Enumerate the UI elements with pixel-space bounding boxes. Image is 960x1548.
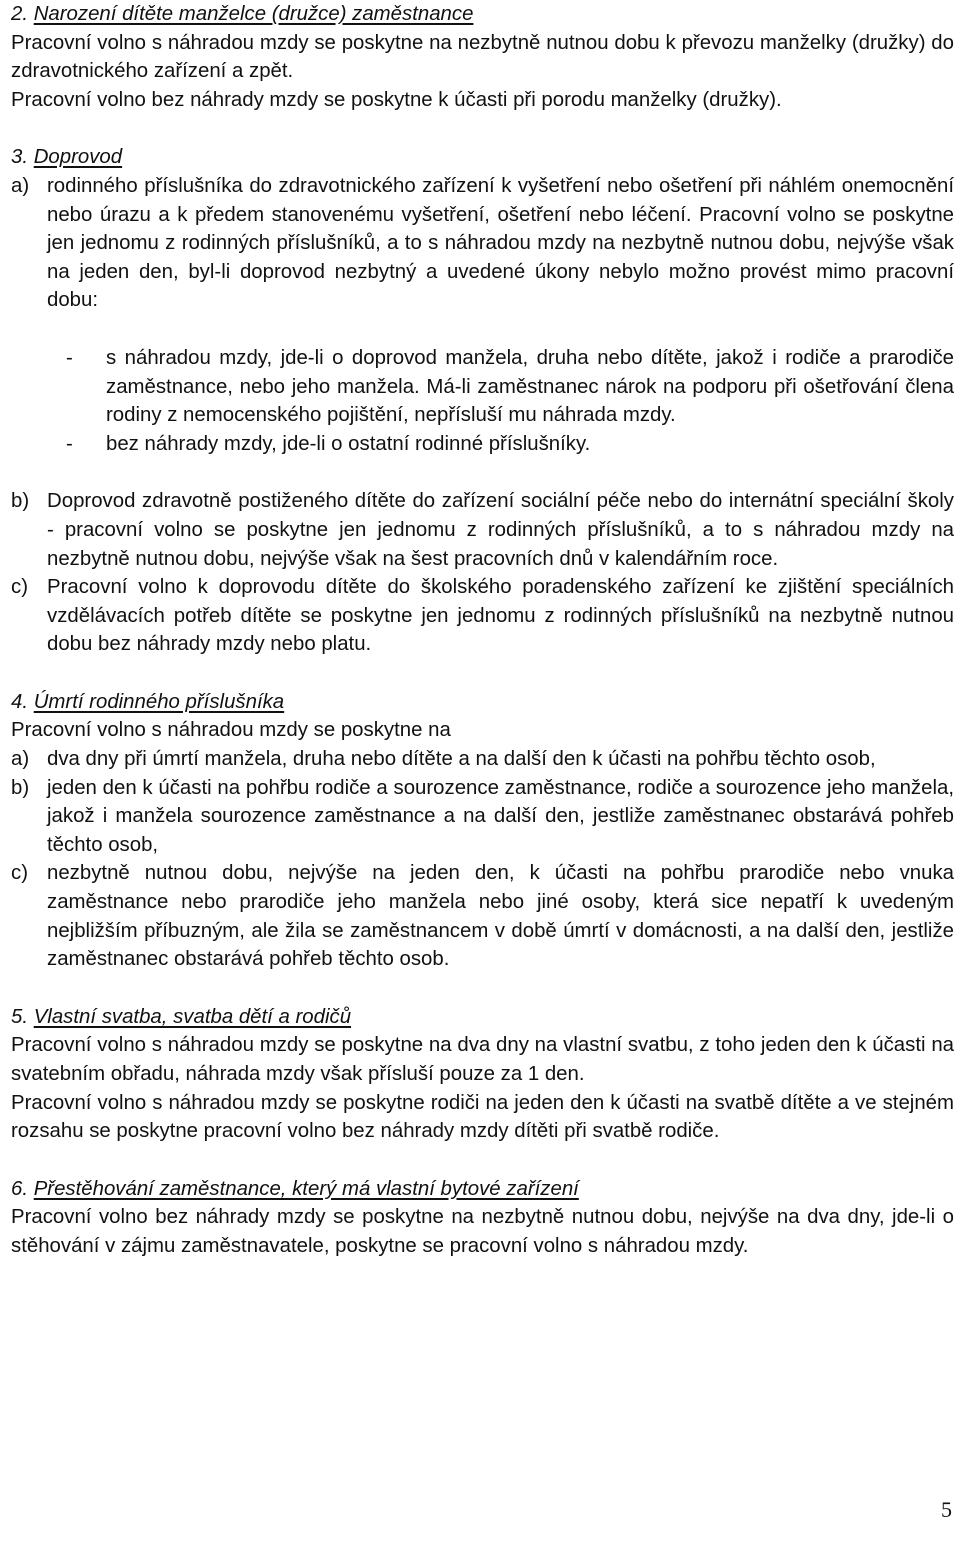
section-4-title: Úmrtí rodinného příslušníka bbox=[33, 690, 285, 713]
section-2-paragraph-1: Pracovní volno s náhradou mzdy se poskytne na nezbytně nutnou dobu k převozu manželky (družky) do zdravotnického zařízení a zpět. bbox=[11, 31, 954, 83]
item-label: b) bbox=[11, 776, 30, 799]
section-3-title: Doprovod bbox=[33, 146, 123, 169]
section-6 bbox=[11, 1175, 954, 1261]
item-label: b) bbox=[11, 490, 30, 513]
section-4 bbox=[11, 688, 954, 974]
section-3-number: 3. bbox=[11, 146, 29, 169]
item-text: rodinného příslušníka do zdravotnického zařízení k vyšetření nebo ošetření při náhlém onemocnění nebo úrazu a k předem stanovenému vyšetření, ošetření nebo léčení. Pracovní volno se poskytne jen jednomu z rodinných příslušníků, a to s náhradou mzdy na nezbytně nutnou dobu, nejvýše však na jeden den, byl-li doprovod nezbytný a uvedené úkony nebylo možno provést mimo pracovní dobu: bbox=[47, 174, 954, 312]
section-6-paragraph: Pracovní volno bez náhrady mzdy se poskytne na nezbytně nutnou dobu, nejvýše na dva dny, jde-li o stěhování v zájmu zaměstnavatele, poskytne se pracovní volno s náhradou mzdy. bbox=[11, 1206, 954, 1257]
section-5-number: 5. bbox=[11, 1005, 29, 1028]
section-2-heading bbox=[11, 0, 954, 29]
section-2 bbox=[11, 0, 954, 114]
section-6-title: Přestěhování zaměstnance, který má vlastní bytové zařízení bbox=[33, 1177, 579, 1200]
bullet-dash: - bbox=[66, 346, 73, 369]
section-3-heading bbox=[11, 143, 954, 172]
section-6-heading bbox=[11, 1175, 954, 1204]
section-3-item-c bbox=[11, 573, 954, 659]
section-4-item-b bbox=[11, 774, 954, 860]
item-text: dva dny při úmrtí manžela, druha nebo dítěte a na další den k účasti na pohřbu těchto osob, bbox=[47, 748, 876, 771]
bullet-dash: - bbox=[66, 432, 73, 455]
item-text: nezbytně nutnou dobu, nejvýše na jeden den, k účasti na pohřbu prarodiče nebo vnuka zaměstnance nebo prarodiče jeho manžela nebo jiné osoby, která sice nepatří k uvedeným nejbližším příbuzným, ale žila se zaměstnancem v době úmrtí v domácnosti, a na další den, jestliže zaměstnanec obstarává pohřeb těchto osob. bbox=[47, 862, 954, 971]
section-5-paragraph-2: Pracovní volno s náhradou mzdy se poskytne rodiči na jeden den k účasti na svatbě dítěte a ve stejném rozsahu se poskytne pracovní volno bez náhrady mzdy dítěti při svatbě rodiče. bbox=[11, 1091, 954, 1143]
item-label: c) bbox=[11, 576, 28, 599]
bullet-text: s náhradou mzdy, jde-li o doprovod manžela, druha nebo dítěte, jakož i rodiče a prarodiče zaměstnance, nebo jeho manžela. Má-li zaměstnanec nárok na podporu při ošetřování člena rodiny z nemocenského pojištění, nepřísluší mu náhrada mzdy. bbox=[106, 346, 954, 427]
section-5 bbox=[11, 1003, 954, 1146]
bullet-text: bez náhrady mzdy, jde-li o ostatní rodinné příslušníky. bbox=[106, 432, 591, 455]
item-label: a) bbox=[11, 174, 30, 197]
section-4-heading bbox=[11, 688, 954, 717]
section-4-number: 4. bbox=[11, 690, 29, 713]
section-2-number: 2. bbox=[11, 3, 29, 25]
section-4-intro: Pracovní volno s náhradou mzdy se poskytne na bbox=[11, 719, 451, 742]
section-3-item-b bbox=[11, 487, 954, 573]
item-text: jeden den k účasti na pohřbu rodiče a sourozence zaměstnance, rodiče a sourozence jeho manžela, jakož i manžela sourozence zaměstnance a na další den, jestliže zaměstnanec obstarává pohřeb těchto osob, bbox=[47, 776, 954, 856]
section-4-item-a bbox=[11, 745, 954, 774]
section-5-heading bbox=[11, 1003, 954, 1032]
section-5-title: Vlastní svatba, svatba dětí a rodičů bbox=[33, 1005, 352, 1028]
section-2-title: Narození dítěte manželce (družce) zaměstnance bbox=[33, 3, 474, 25]
section-4-item-c bbox=[11, 859, 954, 973]
section-6-number: 6. bbox=[11, 1177, 29, 1200]
section-3-bullet-2 bbox=[66, 430, 954, 459]
item-text: Pracovní volno k doprovodu dítěte do školského poradenského zařízení ke zjištění speciálních vzdělávacích potřeb dítěte se poskytne jen jednomu z rodinných příslušníků na nezbytně nutnou dobu bez náhrady mzdy nebo platu. bbox=[47, 576, 954, 656]
item-text: Doprovod zdravotně postiženého dítěte do zařízení sociální péče nebo do internátní speciální školy - pracovní volno se poskytne jen jednomu z rodinných příslušníků, a to s náhradou mzdy na nezbytně nutnou dobu, nejvýše však na šest pracovních dnů v kalendářním roce. bbox=[47, 490, 954, 570]
item-label: a) bbox=[11, 748, 30, 771]
section-3-item-a bbox=[11, 172, 954, 315]
section-3-bullet-1 bbox=[66, 344, 954, 430]
item-label: c) bbox=[11, 862, 28, 885]
section-5-paragraph-1: Pracovní volno s náhradou mzdy se poskytne na dva dny na vlastní svatbu, z toho jeden den k účasti na svatebním obřadu, náhrada mzdy však přísluší pouze za 1 den. bbox=[11, 1034, 954, 1085]
section-2-paragraph-2: Pracovní volno bez náhrady mzdy se poskytne k účasti při porodu manželky (družky). bbox=[11, 88, 782, 111]
section-3 bbox=[11, 143, 954, 659]
page-number: 5 bbox=[941, 1497, 952, 1522]
